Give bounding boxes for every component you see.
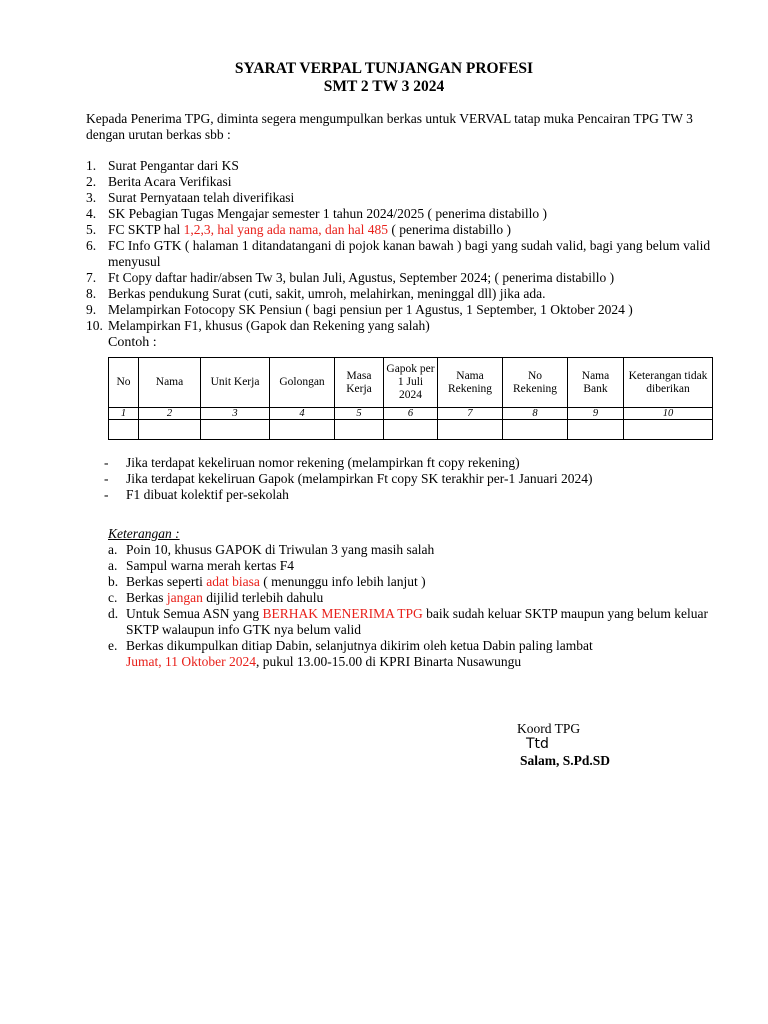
table-cell	[568, 420, 624, 440]
item-text: Surat Pengantar dari KS	[108, 158, 239, 173]
item-number: 9.	[86, 302, 97, 317]
column-header: Nama	[139, 358, 201, 408]
table-cell	[624, 420, 713, 440]
example-table	[108, 357, 713, 440]
table-row	[109, 408, 713, 420]
dash-marker: -	[104, 487, 109, 502]
item-text-suffix: , pukul 13.00-15.00 di KPRI Binarta Nusawungu	[255, 654, 522, 669]
list-item	[86, 190, 716, 206]
list-item	[108, 574, 718, 590]
list-item	[86, 302, 716, 318]
highlight-text: adat biasa	[206, 574, 260, 589]
document-subtitle: SMT 2 TW 3 2024	[323, 78, 445, 95]
list-item	[86, 318, 716, 334]
item-text: Untuk Semua ASN yang	[126, 606, 263, 621]
column-number: 4	[270, 408, 335, 420]
item-number: 3.	[86, 190, 97, 205]
column-number: 3	[201, 408, 270, 420]
table-cell	[201, 420, 270, 440]
column-number: 2	[139, 408, 201, 420]
column-header: Unit Kerja	[201, 358, 270, 408]
dash-marker: -	[104, 455, 109, 470]
notes-list	[104, 455, 704, 503]
item-text: Ft Copy daftar hadir/absen Tw 3, bulan Juli, Agustus, September 2024; ( penerima distabillo )	[108, 270, 615, 285]
signer-name: Salam, S.Pd.SD	[520, 753, 611, 768]
intro-paragraph: Kepada Penerima TPG, diminta segera mengumpulkan berkas untuk VERVAL tatap muka Pencairan TPG TW 3 dengan urutan berkas sbb :	[86, 111, 693, 142]
list-item	[86, 286, 716, 302]
item-text: Melampirkan Fotocopy SK Pensiun ( bagi pensiun per 1 Agustus, 1 September, 1 Oktober 2024 )	[108, 302, 633, 317]
column-header: Nama Bank	[568, 358, 624, 408]
table-cell	[335, 420, 384, 440]
item-number: 6.	[86, 238, 97, 253]
list-item	[104, 455, 704, 471]
item-text: Berkas seperti	[126, 574, 207, 589]
column-number: 7	[438, 408, 503, 420]
table-cell	[270, 420, 335, 440]
list-item	[108, 558, 718, 574]
example-label: Contoh :	[108, 335, 157, 350]
column-number: 8	[503, 408, 568, 420]
item-text: Melampirkan F1, khusus (Gapok dan Rekening yang salah)	[108, 318, 430, 333]
column-header: No	[109, 358, 139, 408]
item-number: 7.	[86, 270, 97, 285]
dash-marker: -	[104, 471, 109, 486]
highlight-text: jangan	[166, 590, 203, 605]
item-text: FC SKTP hal	[108, 222, 184, 237]
list-item	[108, 542, 718, 558]
item-number: 4.	[86, 206, 97, 221]
item-letter: b.	[108, 574, 119, 589]
document-title: SYARAT VERPAL TUNJANGAN PROFESI	[234, 60, 534, 77]
item-text-suffix: ( menunggu info lebih lanjut )	[259, 574, 426, 589]
column-header: Gapok per 1 Juli 2024	[384, 358, 438, 408]
item-number: 10.	[86, 318, 103, 333]
item-text: Berita Acara Verifikasi	[108, 174, 232, 189]
table-cell	[384, 420, 438, 440]
item-text: FC Info GTK ( halaman 1 ditandatangani di pojok kanan bawah ) bagi yang sudah valid, bagi yang belum valid menyusul	[108, 238, 711, 269]
item-letter: e.	[108, 638, 118, 653]
column-number: 10	[624, 408, 713, 420]
list-item	[86, 158, 716, 174]
list-item	[108, 606, 718, 638]
note-text: F1 dibuat kolektif per-sekolah	[126, 487, 289, 502]
item-number: 2.	[86, 174, 97, 189]
item-letter: c.	[108, 590, 118, 605]
column-number: 9	[568, 408, 624, 420]
table-cell	[438, 420, 503, 440]
highlight-text: BERHAK MENERIMA TPG	[262, 606, 423, 621]
list-item	[104, 471, 704, 487]
column-header: Keterangan tidak diberikan	[624, 358, 713, 408]
list-item	[86, 174, 716, 190]
item-letter: a.	[108, 542, 118, 557]
list-item	[86, 206, 716, 222]
item-text: Berkas pendukung Surat (cuti, sakit, umroh, melahirkan, meninggal dll) jika ada.	[108, 286, 546, 301]
item-number: 5.	[86, 222, 97, 237]
item-letter: a.	[108, 558, 118, 573]
note-text: Jika terdapat kekeliruan nomor rekening (melampirkan ft copy rekening)	[126, 455, 520, 470]
item-text-suffix: dijilid terlebih dahulu	[202, 590, 324, 605]
item-text: SK Pebagian Tugas Mengajar semester 1 tahun 2024/2025 ( penerima distabillo )	[108, 206, 548, 221]
list-item	[86, 238, 716, 270]
note-text: Jika terdapat kekeliruan Gapok (melampirkan Ft copy SK terakhir per-1 Januari 2024)	[126, 471, 593, 486]
item-text: Sampul warna merah kertas F4	[126, 558, 294, 573]
item-text: Poin 10, khusus GAPOK di Triwulan 3 yang masih salah	[126, 542, 435, 557]
table-cell	[139, 420, 201, 440]
table-row	[109, 420, 713, 440]
keterangan-heading: Keterangan :	[108, 526, 180, 541]
column-header: Golongan	[270, 358, 335, 408]
column-header: Nama Rekening	[438, 358, 503, 408]
item-text: Berkas dikumpulkan ditiap Dabin, selanjutnya dikirim oleh ketua Dabin paling lambat	[126, 638, 593, 653]
item-text-suffix: ( penerima distabillo )	[387, 222, 511, 237]
item-text-suffix: baik sudah keluar SKTP maupun yang belum keluar SKTP walaupun info GTK nya belum valid	[126, 606, 708, 637]
highlight-text: 1,2,3, hal yang ada nama, dan hal 485	[183, 222, 388, 237]
item-letter: d.	[108, 606, 119, 621]
requirements-list	[86, 158, 716, 334]
table-cell	[109, 420, 139, 440]
item-number: 1.	[86, 158, 97, 173]
column-number: 5	[335, 408, 384, 420]
item-text: Surat Pernyataan telah diverifikasi	[108, 190, 295, 205]
column-header: Masa Kerja	[335, 358, 384, 408]
column-number: 6	[384, 408, 438, 420]
column-number: 1	[109, 408, 139, 420]
list-item	[86, 270, 716, 286]
keterangan-list	[108, 542, 718, 670]
item-number: 8.	[86, 286, 97, 301]
signature-role: Koord TPG	[517, 721, 581, 736]
list-item	[108, 638, 718, 670]
table-cell	[503, 420, 568, 440]
item-text: Berkas	[126, 590, 167, 605]
column-header: No Rekening	[503, 358, 568, 408]
list-item	[108, 590, 718, 606]
list-item	[104, 487, 704, 503]
signature-ttd: Ttd	[526, 736, 549, 752]
list-item	[86, 222, 716, 238]
highlight-text: Jumat, 11 Oktober 2024	[126, 654, 256, 669]
table-header-row	[109, 358, 713, 408]
